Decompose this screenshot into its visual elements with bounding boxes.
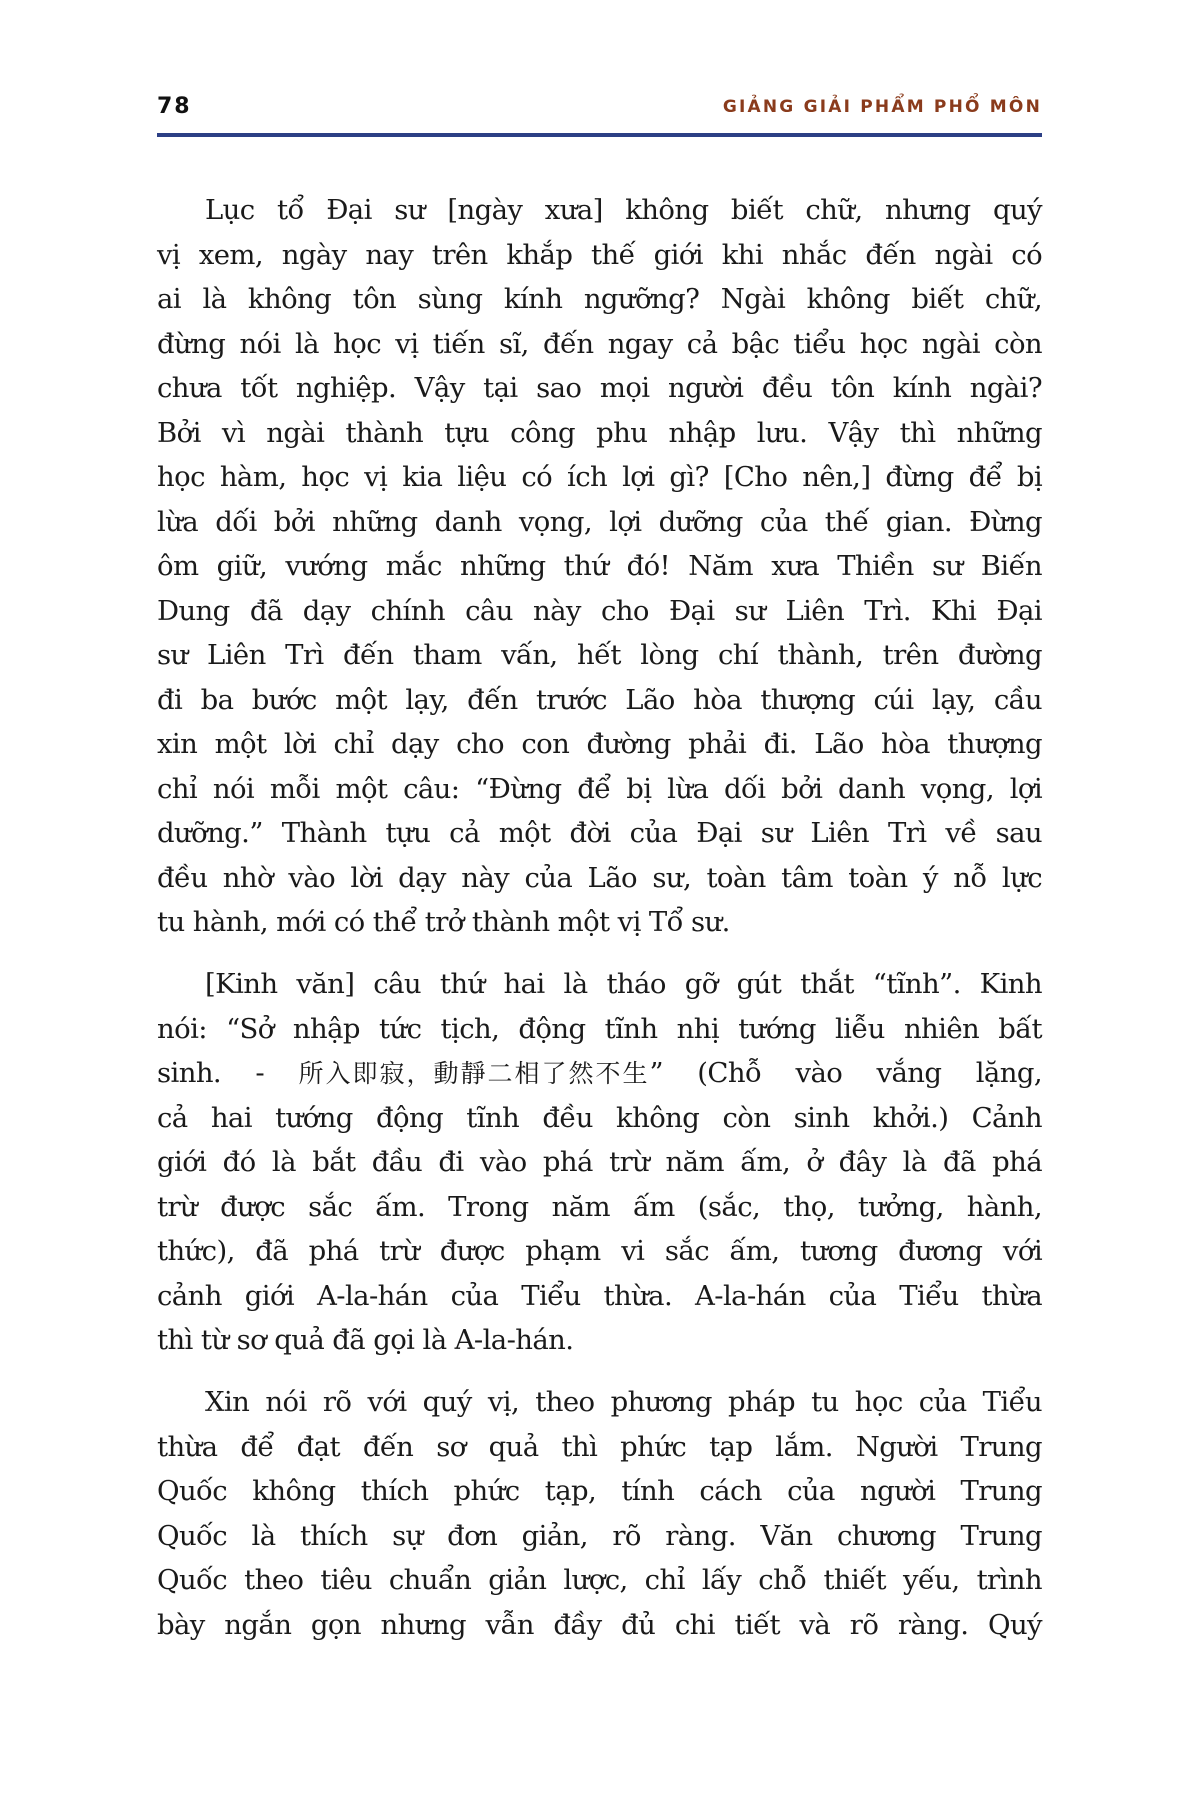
header-divider xyxy=(157,133,1042,137)
text-line: Dung đã dạy chính câu này cho Đại sư Liên Trì. Khi Đại xyxy=(157,594,1042,627)
page-number: 78 xyxy=(157,94,192,119)
text-line: cả hai tướng động tĩnh đều không còn sinh khởi.) Cảnh xyxy=(157,1101,1043,1134)
text-line: Bởi vì ngài thành tựu công phu nhập lưu. Vậy thì những xyxy=(157,416,1043,449)
text-line: đều nhờ vào lời dạy này của Lão sư, toàn tâm toàn ý nỗ lực xyxy=(157,861,1043,894)
text-line: cảnh giới A-la-hán của Tiểu thừa. A-la-hán của Tiểu thừa xyxy=(157,1279,1042,1312)
text-line: chưa tốt nghiệp. Vậy tại sao mọi người đều tôn kính ngài? xyxy=(157,372,1042,404)
page-header xyxy=(157,94,1042,120)
text-line: thì từ sơ quả đã gọi là A-la-hán. xyxy=(157,1324,574,1356)
text-line: nói: “Sở nhập tức tịch, động tĩnh nhị tướng liễu nhiên bất xyxy=(157,1012,1042,1045)
text-segment: ” (Chỗ vào vắng lặng, xyxy=(649,1057,1042,1089)
text-line: thức), đã phá trừ được phạm vi sắc ấm, tương đương với xyxy=(157,1235,1043,1267)
text-line: vị xem, ngày nay trên khắp thế giới khi nhắc đến ngài có xyxy=(157,238,1043,271)
text-line: đi ba bước một lạy, đến trước Lão hòa thượng cúi lạy, cầu xyxy=(157,683,1042,716)
text-line: đừng nói là học vị tiến sĩ, đến ngay cả bậc tiểu học ngài còn xyxy=(157,327,1043,360)
paragraph-1 xyxy=(157,188,1042,945)
text-line: Quốc là thích sự đơn giản, rõ ràng. Văn chương Trung xyxy=(157,1519,1042,1552)
paragraph-3 xyxy=(157,1380,1042,1647)
text-line: tu hành, mới có thể trở thành một vị Tổ sư. xyxy=(157,906,730,938)
text-line: [Kinh văn] câu thứ hai là tháo gỡ gút thắt “tĩnh”. Kinh xyxy=(205,968,1043,1000)
paragraph-2 xyxy=(157,962,1042,1363)
text-line: bày ngắn gọn nhưng vẫn đầy đủ chi tiết và rõ ràng. Quý xyxy=(157,1608,1042,1641)
text-line: Lục tổ Đại sư [ngày xưa] không biết chữ, nhưng quý xyxy=(205,194,1042,226)
text-line: xin một lời chỉ dạy cho con đường phải đi. Lão hòa thượng xyxy=(157,728,1043,760)
text-line: chỉ nói mỗi một câu: “Đừng để bị lừa dối bởi danh vọng, lợi xyxy=(157,772,1043,805)
text-line: ôm giữ, vướng mắc những thứ đó! Năm xưa Thiền sư Biến xyxy=(157,550,1043,582)
text-line: ai là không tôn sùng kính ngưỡng? Ngài không biết chữ, xyxy=(157,283,1042,315)
text-line: Xin nói rõ với quý vị, theo phương pháp tu học của Tiểu xyxy=(205,1386,1042,1418)
running-title: GIẢNG GIẢI PHẨM PHỔ MÔN xyxy=(722,97,1042,117)
text-line: Quốc không thích phức tạp, tính cách của người Trung xyxy=(157,1475,1043,1507)
text-line: thừa để đạt đến sơ quả thì phức tạp lắm. Người Trung xyxy=(157,1430,1042,1463)
text-line: sư Liên Trì đến tham vấn, hết lòng chí thành, trên đường xyxy=(157,639,1043,671)
text-line: lừa dối bởi những danh vọng, lợi dưỡng của thế gian. Đừng xyxy=(157,505,1042,538)
text-line: học hàm, học vị kia liệu có ích lợi gì? [Cho nên,] đừng để bị xyxy=(157,461,1043,493)
text-segment: sinh. - xyxy=(157,1057,299,1089)
text-line: trừ được sắc ấm. Trong năm ấm (sắc, thọ, tưởng, hành, xyxy=(157,1190,1043,1223)
text-line: giới đó là bắt đầu đi vào phá trừ năm ấm, ở đây là đã phá xyxy=(157,1146,1042,1178)
text-line: dưỡng.” Thành tựu cả một đời của Đại sư Liên Trì về sau xyxy=(157,817,1042,849)
body-text xyxy=(157,188,1042,1665)
chinese-quote: 所入即寂，動靜二相了然不生 xyxy=(298,1059,650,1088)
text-line-with-chinese xyxy=(157,1051,1042,1096)
text-line: Quốc theo tiêu chuẩn giản lược, chỉ lấy chỗ thiết yếu, trình xyxy=(157,1564,1042,1596)
